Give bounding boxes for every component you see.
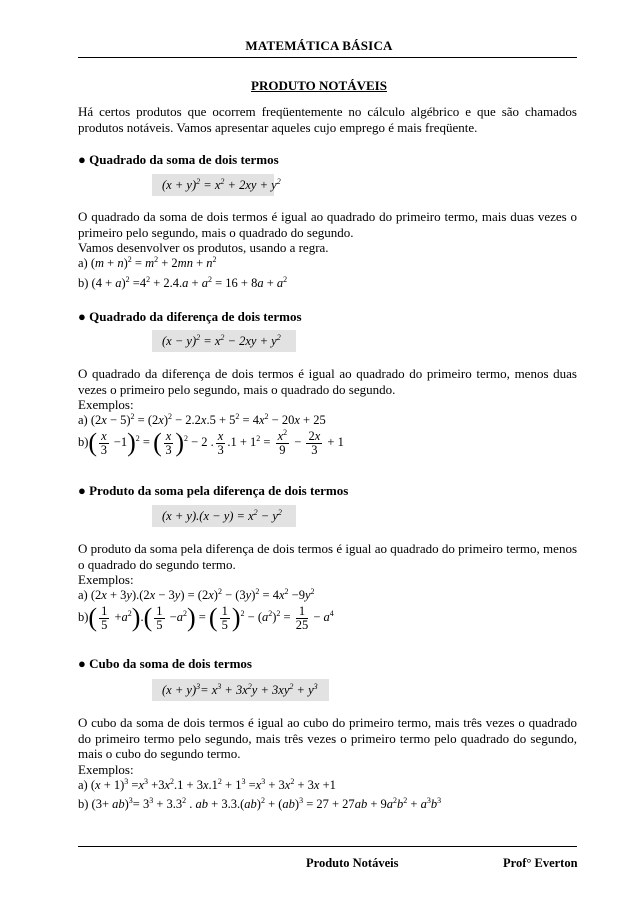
section-text-cube-of-sum: O cubo da soma de dois termos é igual ao cubo do primeiro termo, mais três vezes o quadrado do primeiro termo pelo segundo, mais três vezes o primeiro termo pelo quadrado do segundo, mais o cubo do segundo termo.	[78, 715, 577, 761]
intro-paragraph: Há certos produtos que ocorrem freqüentemente no cálculo algébrico e que são chamados produtos notáveis. Vamos apresentar aqueles cujo emprego é mais freqüente.	[78, 104, 577, 135]
section-heading-square-of-difference: ● Quadrado da diferença de dois termos	[78, 309, 302, 324]
example-a-sum-times-difference: a) $(2x + 3y).(2x - 3y) = (2x)^2 - (3y)^2 = 4x^2 -9y^2$	[78, 587, 315, 602]
section-heading-square-of-sum: ● Quadrado da soma de dois termos	[78, 152, 279, 167]
example-b-cube-of-sum: b) $(3+ ab)^3= 3^3 + 3.3^2$ . ab + $3.3.(ab)^2 + (ab)^3 = 27 + 27ab + 9a^2b^2 + a^3b^3$	[78, 796, 442, 811]
formula-box-square-of-difference: $(x - y)^2 = x^2 - 2xy + y^2$	[152, 330, 296, 352]
examples-label-3: Exemplos:	[78, 572, 134, 587]
header-title: MATEMÁTICA BÁSICA	[245, 38, 393, 53]
example-b-square-of-difference: b)( $\frac{x}{3}$ −1)$^2$ = ( $\frac{x}{3}$ )$^2$ − 2 . $\frac{x}{3}$ $.1 + 1^2$ = $\frac{x^2}{9}$ − $\frac{2x}{3}$ + 1	[78, 427, 344, 457]
document-title: PRODUTO NOTÁVEIS	[251, 78, 387, 93]
example-a-cube-of-sum: a) $(x + 1)^3 =x^3 +3x^2.1 + 3x.1^2 + 1^3 =x^3 + 3x^2 + 3x +1$	[78, 777, 336, 792]
example-a-square-of-difference: a) $(2x - 5)^2 = (2x)^2 - 2.2x.5 + 5^2 = 4x^2 - 20x + 25$	[78, 412, 326, 427]
example-a-square-of-sum: a) $(m + n)^2 = m^2 + 2mn + n^2$	[78, 255, 217, 270]
example-b-square-of-sum: b) $(4 + a)^2 =4^2 + 2.4.a + a^2 = 16 + 8a + a^2$	[78, 275, 288, 290]
examples-label-4: Exemplos:	[78, 762, 134, 777]
footer-left-text: Produto Notáveis	[306, 856, 399, 870]
section-text-square-of-difference: O quadrado da diferença de dois termos é igual ao quadrado do primeiro termo, menos duas vezes o primeiro pelo segundo, mais o quadrado do segundo.	[78, 366, 577, 397]
section-text2-square-of-sum: Vamos desenvolver os produtos, usando a regra.	[78, 240, 329, 255]
section-text-square-of-sum: O quadrado da soma de dois termos é igual ao quadrado do primeiro termo, mais duas vezes o primeiro pelo segundo, mais o quadrado do segundo.	[78, 209, 577, 240]
formula-box-sum-times-difference: $(x + y).(x - y) = x^2 - y^2$	[152, 505, 296, 527]
header-rule	[78, 57, 577, 58]
formula-box-cube-of-sum: $(x + y)^3= x^3 + 3x^2y + 3xy^2 + y^3$	[152, 679, 329, 701]
formula-box-square-of-sum: $(x + y)^2 = x^2 + 2xy + y^2$	[152, 174, 274, 196]
examples-label-2: Exemplos:	[78, 397, 134, 412]
section-heading-sum-times-difference: ● Produto da soma pela diferença de dois termos	[78, 483, 349, 498]
footer-right-text: Prof° Everton	[503, 856, 578, 870]
footer-rule	[78, 846, 577, 847]
section-heading-cube-of-sum: ● Cubo da soma de dois termos	[78, 656, 252, 671]
section-text-sum-times-difference: O produto da soma pela diferença de dois termos é igual ao quadrado do primeiro termo, menos o quadrado do segundo termo.	[78, 541, 577, 572]
example-b-sum-times-difference: b)( $\frac{1}{5}$ $+a^2$).( $\frac{1}{5}$ $-a^2$) = ( $\frac{1}{5}$ )$^2 - (a^2)^2$ = $\frac{1}{25}$ − $a^4$	[78, 603, 334, 632]
